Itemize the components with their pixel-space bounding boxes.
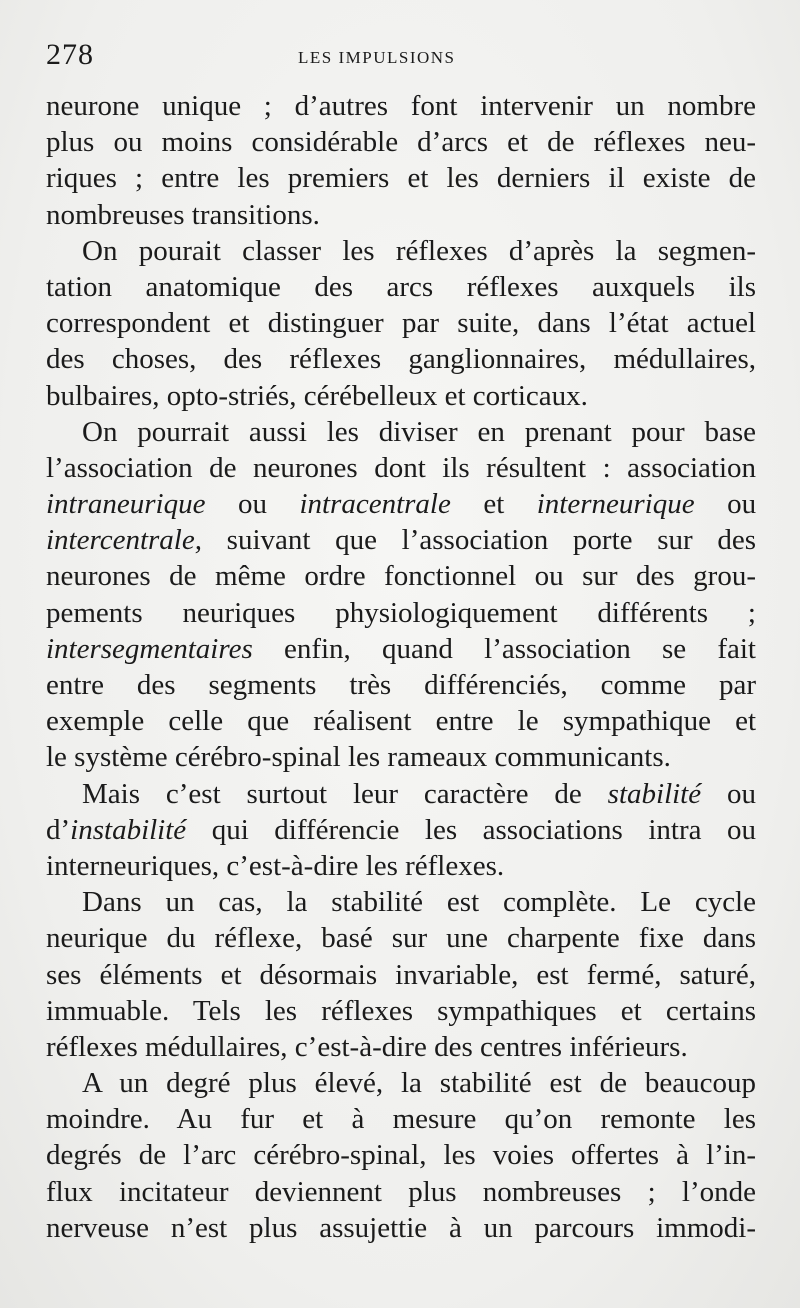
italic-term: interneurique bbox=[536, 488, 695, 521]
text-line: plus ou moins considérable d’arcs et de réflexes neu- bbox=[46, 126, 756, 159]
text-line: neurones de même ordre fonctionnel ou sur des grou- bbox=[46, 560, 756, 593]
italic-term: intercentrale, bbox=[46, 524, 202, 557]
text-line: nerveuse n’est plus assujettie à un parcours immodi- bbox=[46, 1211, 756, 1244]
text-line: degrés de l’arc cérébro-spinal, les voies offertes à l’in- bbox=[46, 1139, 756, 1172]
text-line: des choses, des réflexes ganglionnaires, médullaires, bbox=[46, 343, 756, 376]
text-fragment: d’ bbox=[46, 813, 71, 846]
text-line bbox=[46, 631, 756, 667]
text-line bbox=[46, 486, 756, 522]
italic-term: instabilité bbox=[70, 813, 187, 846]
text-fragment: qui différencie les associations intra ou bbox=[211, 813, 757, 846]
text-fragment: ou bbox=[727, 488, 757, 521]
text-line: tation anatomique des arcs réflexes auxquels ils bbox=[46, 270, 756, 303]
text-line: immuable. Tels les réflexes sympathiques et certains bbox=[46, 994, 756, 1027]
text-line: interneuriques, c’est-à-dire les réflexes. bbox=[46, 849, 505, 882]
page-header bbox=[46, 38, 756, 78]
text-line bbox=[46, 812, 756, 848]
italic-term: intraneurique bbox=[46, 488, 206, 521]
text-line: nombreuses transitions. bbox=[46, 198, 320, 231]
text-line: On pourait classer les réflexes d’après la segmen- bbox=[82, 234, 756, 267]
italic-term: stabilité bbox=[607, 777, 702, 810]
text-line: neurique du réflexe, basé sur une charpente fixe dans bbox=[46, 922, 756, 955]
body-text bbox=[46, 88, 756, 1246]
page-number: 278 bbox=[46, 38, 94, 71]
paragraph-6 bbox=[46, 1065, 756, 1246]
text-line: pements neuriques physiologiquement différents ; bbox=[46, 596, 756, 629]
italic-term: intracentrale bbox=[299, 488, 451, 521]
text-line: ses éléments et désormais invariable, est fermé, saturé, bbox=[46, 958, 756, 991]
text-fragment: et bbox=[483, 488, 505, 521]
text-line bbox=[46, 776, 756, 812]
text-line: l’association de neurones dont ils résultent : association bbox=[46, 451, 756, 484]
text-line: réflexes médullaires, c’est-à-dire des centres inférieurs. bbox=[46, 1030, 688, 1063]
paragraph-4 bbox=[46, 776, 756, 885]
text-fragment: suivant que l’association porte sur des bbox=[226, 524, 756, 557]
running-head: LES IMPULSIONS bbox=[298, 48, 456, 67]
italic-term: intersegmentaires bbox=[46, 632, 253, 665]
text-line: A un degré plus élevé, la stabilité est de beaucoup bbox=[82, 1067, 756, 1100]
text-line bbox=[46, 522, 756, 558]
paragraph-2 bbox=[46, 233, 756, 414]
paragraph-5 bbox=[46, 884, 756, 1065]
text-line: le système cérébro-spinal les rameaux communicants. bbox=[46, 741, 671, 774]
text-line: correspondent et distinguer par suite, dans l’état actuel bbox=[46, 307, 756, 340]
text-fragment: Mais c’est surtout leur caractère de bbox=[82, 777, 582, 810]
paragraph-1 bbox=[46, 88, 756, 233]
text-line: entre des segments très différenciés, comme par bbox=[46, 669, 756, 701]
text-line: flux incitateur deviennent plus nombreuses ; l’onde bbox=[46, 1175, 756, 1208]
text-fragment: enfin, quand l’association se fait bbox=[283, 632, 756, 665]
text-fragment: ou bbox=[727, 777, 757, 810]
text-line: neurone unique ; d’autres font intervenir un nombre bbox=[46, 90, 756, 122]
text-line: bulbaires, opto-striés, cérébelleux et corticaux. bbox=[46, 379, 588, 412]
text-line: riques ; entre les premiers et les derniers il existe de bbox=[46, 162, 756, 195]
text-line: Dans un cas, la stabilité est complète. Le cycle bbox=[82, 886, 756, 919]
text-line: exemple celle que réalisent entre le sympathique et bbox=[46, 705, 756, 738]
text-line: On pourrait aussi les diviser en prenant pour base bbox=[82, 415, 756, 448]
text-line: moindre. Au fur et à mesure qu’on remonte les bbox=[46, 1103, 756, 1136]
text-fragment: ou bbox=[237, 488, 267, 521]
paragraph-3 bbox=[46, 414, 756, 776]
